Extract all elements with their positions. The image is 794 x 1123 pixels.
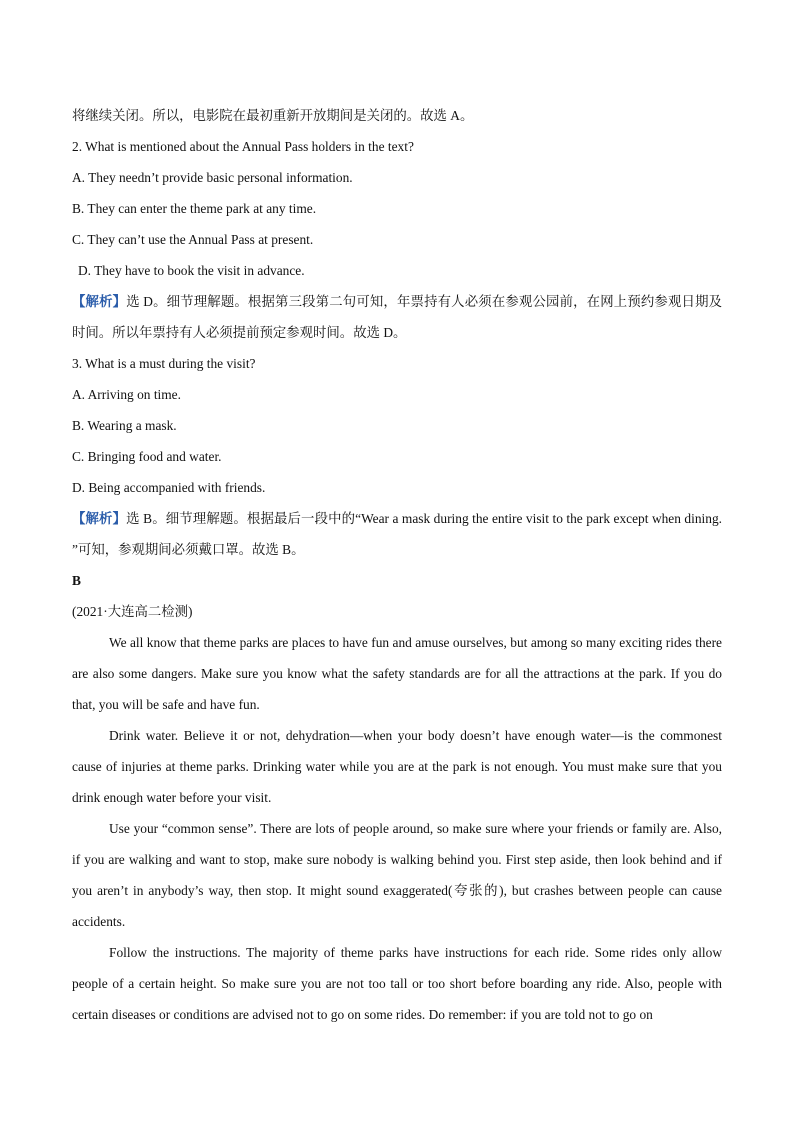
passage-paragraph-1: We all know that theme parks are places to have fun and amuse ourselves, but among so many exciting rides there are also some dangers. Make sure you know what the safety standards are for all the attractions at the park. If you do that, you will be safe and have fun. (72, 635, 722, 712)
section-b-source: (2021·大连高二检测) (72, 604, 193, 619)
q2-analysis-text: 选 D。细节理解题。根据第三段第二句可知，年票持有人必须在参观公园前，在网上预约参观日期及时间。所以年票持有人必须提前预定参观时间。故选 D。 (72, 294, 723, 340)
q3-option-c: C. Bringing food and water. (72, 449, 222, 464)
q3-option-d: D. Being accompanied with friends. (72, 480, 266, 495)
q2-option-c: C. They can’t use the Annual Pass at present. (72, 232, 314, 247)
section-b-label: B (72, 573, 81, 588)
document-page (72, 100, 722, 1030)
q3-analysis-text: 选 B。细节理解题。根据最后一段中的“Wear a mask during the entire visit to the park except when dining. ”可知，参观期间必须戴口罩。故选 B。 (72, 511, 723, 557)
q1-analysis-tail: 将继续关闭。所以，电影院在最初重新开放期间是关闭的。故选 A。 (72, 108, 474, 123)
analysis-tag: 【解析】 (72, 511, 127, 526)
passage-paragraph-3: Use your “common sense”. There are lots of people around, so make sure where your friends or family are. Also, if you are walking and want to stop, make sure nobody is walking behind you. First step aside, then look behind and if you aren’t in anybody’s way, then stop. It might sound exaggerated(夸张的), but crashes between people can cause accidents. (72, 821, 722, 929)
passage-paragraph-2: Drink water. Believe it or not, dehydration—when your body doesn’t have enough water—is the commonest cause of injuries at theme parks. Drinking water while you are at the park is not enough. You must make sure that you drink enough water before your visit. (72, 728, 722, 805)
passage-b (72, 627, 722, 1030)
q3-option-a: A. Arriving on time. (72, 387, 181, 402)
passage-paragraph-4: Follow the instructions. The majority of theme parks have instructions for each ride. Some rides only allow people of a certain height. So make sure you are not too tall or too short before boarding any ride. Also, people with certain diseases or conditions are advised not to go on some rides. Do remember: if you are told not to go on (72, 945, 722, 1022)
q2-question: 2. What is mentioned about the Annual Pass holders in the text? (72, 139, 414, 154)
q3-analysis (72, 503, 722, 565)
q2-analysis (72, 286, 722, 348)
analysis-tag: 【解析】 (72, 294, 127, 309)
q2-option-b: B. They can enter the theme park at any time. (72, 201, 317, 216)
q3-question: 3. What is a must during the visit? (72, 356, 256, 371)
q2-option-d: D. They have to book the visit in advance. (78, 263, 305, 278)
q3-option-b: B. Wearing a mask. (72, 418, 177, 433)
q2-option-a: A. They needn’t provide basic personal information. (72, 170, 353, 185)
